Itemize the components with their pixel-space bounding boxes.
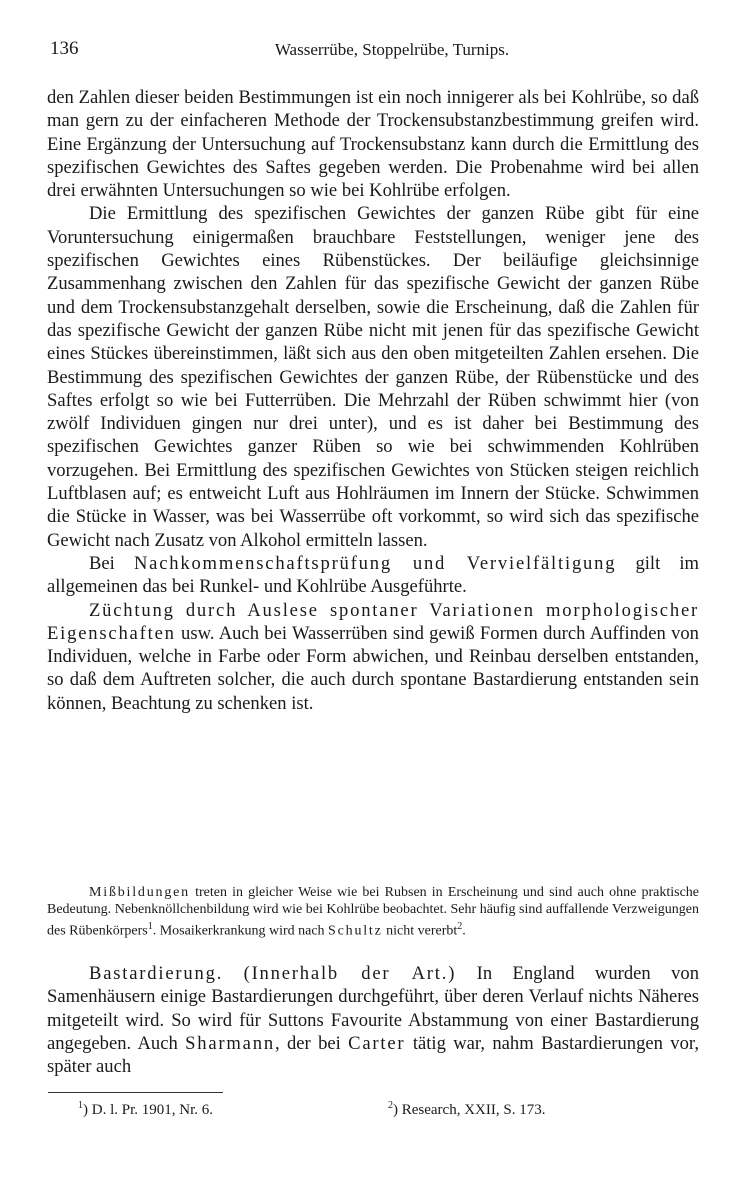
footnote-2-text: ) Research, XXII, S. 173. (393, 1102, 546, 1118)
small-text-b: . Mosaikerkrankung wird nach (152, 923, 325, 939)
footnote-rule (48, 1092, 223, 1093)
bastard-text-b: , der bei (274, 1032, 341, 1054)
footnote-1 (78, 1100, 213, 1119)
bastard-text-c: tätig war, nahm Bastardierungen vor, später auch (47, 1032, 699, 1078)
main-text (47, 86, 699, 715)
paragraph-3 (47, 552, 699, 599)
footnote-ref-2: 2 (457, 921, 463, 932)
paragraph-3-heading: Nachkommenschaftsprüfung und Vervielfältigung (133, 552, 617, 574)
paragraph-2: Die Ermittlung des spezifischen Gewichtes der ganzen Rübe gibt für eine Voruntersuchung einigermaßen brauchbare Feststellungen, weniger jene des spezifischen Gewichtes eines Rübenstückes. Der beiläufige gleichsinnige Zusammenhang zwischen den Zahlen für das spezifische Gewicht der ganzen Rübe und dem Trockensubstanzgehalt derselben, sowie die Erscheinung, daß die Zahlen für das spezifische Gewicht der ganzen Rübe nicht mit jenen für das spezifische Gewicht eines Stückes übereinstimmen, läßt sich aus den oben mitgeteilten Zahlen ersehen. Die Bestimmung des spezifischen Gewichtes der ganzen Rübe, der Rübenstücke und des Saftes erfolgt so wie bei Futterrüben. Die Mehrzahl der Rüben schwimmt hier (von zwölf Individuen gingen nur drei unter), und es ist daher bei Bestimmung des spezifischen Gewichtes ganzer Rüben so wie bei schwimmenden Kohlrüben vorzugehen. Bei Ermittlung des spezifischen Gewichtes von Stücken steigen reichlich Luftblasen auf; es entweicht Luft aus Hohlräumen im Innern der Stücke. Schwimmen die Stücke in Wasser, was bei Wasserrübe oft vorkommt, so wird sich das spezifische Gewicht nach Zusatz von Alkohol ermitteln lassen. (47, 203, 699, 551)
page-number: 136 (50, 38, 79, 59)
footnote-1-text: ) D. l. Pr. 1901, Nr. 6. (83, 1102, 214, 1118)
paragraph-4 (47, 599, 699, 715)
small-text-a: treten in gleicher Weise wie bei Rubsen in Erscheinung und sind auch ohne praktische Bedeutung. Nebenknöllchenbildung wird wie bei Kohlrübe beobachtet. Sehr häufig sind auffallende Verzweigungen des Rübenkörpers (47, 885, 699, 939)
small-print-paragraph (47, 884, 699, 940)
paragraph-4-heading: Züchtung durch Auslese spontaner Variationen morphologischer Eigenschaften (47, 599, 699, 644)
paragraph-4-text: usw. Auch bei Wasserrüben sind gewiß Formen durch Auffinden von Individuen, welche in Farbe oder Form abwichen, und Reinbau derselben entstanden, so daß dem Auftreten solcher, die auch durch spontane Bastardierung entstanden sein können, Beachtung zu schenken ist. (47, 622, 699, 714)
small-heading: Mißbildungen (89, 885, 190, 900)
paragraph-3-lead: Bei (89, 552, 115, 574)
small-author: Schultz (328, 923, 383, 939)
bastard-name-carter: Carter (348, 1032, 406, 1054)
bastard-subheading: (Innerhalb der Art.) (243, 963, 457, 984)
bastard-heading: Bastardierung. (89, 963, 224, 984)
footnote-2-mark: 2 (388, 1100, 393, 1111)
footnote-ref-1: 1 (147, 921, 153, 932)
paragraph-1: den Zahlen dieser beiden Bestimmungen ist ein noch innigerer als bei Kohlrübe, so daß man gern zu der einfacheren Methode der Trockensubstanzbestimmung greifen wird. Eine Ergänzung der Untersuchung auf Trockensubstanz kann durch die Ermittlung des spezifischen Gewichtes des Saftes gegeben werden. Die Probenahme wird bei allen drei erwähnten Untersuchungen so wie bei Kohlrübe erfolgen. (47, 87, 699, 202)
bastard-name-sharmann: Sharmann (185, 1032, 275, 1054)
footnote-2 (388, 1100, 545, 1119)
footnote-1-mark: 1 (78, 1100, 83, 1111)
small-text-c: nicht vererbt (386, 923, 458, 939)
bastard-text-a: In England wurden von Samenhäusern einige Bastardierungen durchgeführt, über deren Verlauf nichts Näheres mitgeteilt wird. So wird für Suttons Favourite Abstammung von einer Bastardierung angegeben. Auch (47, 963, 699, 1054)
bastard-section (47, 962, 699, 1078)
small-text-d: . (462, 923, 466, 939)
paragraph-3-text: gilt im allgemeinen das bei Runkel- und Kohlrübe Ausgeführte. (47, 552, 699, 598)
page-header (50, 38, 694, 66)
running-head: Wasserrübe, Stoppelrübe, Turnips. (274, 40, 510, 59)
